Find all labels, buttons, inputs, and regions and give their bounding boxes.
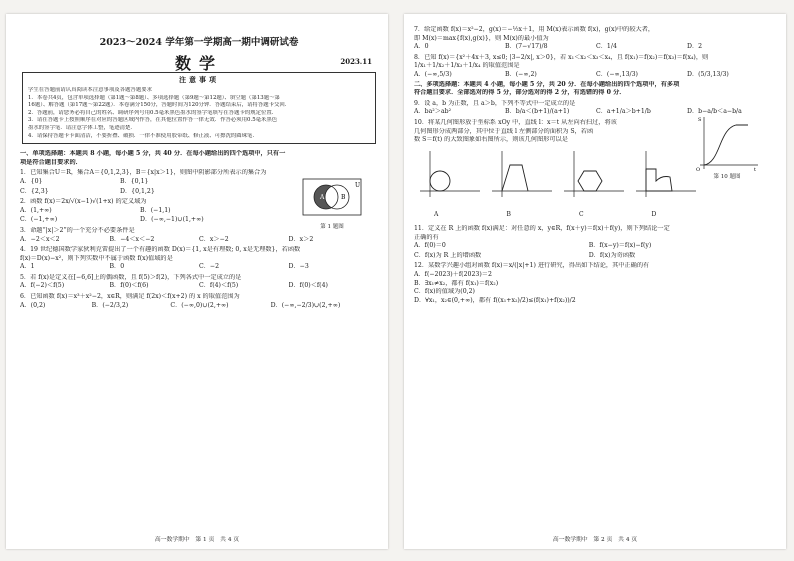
question-stem-cont: 几何图形分成两部分，其中位于直线 l 左侧部分的面积为 S，若函	[414, 127, 594, 135]
option-c: C．(−∞,0)∪(2,+∞)	[170, 301, 229, 309]
shape-option-labels	[434, 211, 724, 218]
question-stem: 8．已知 f(x)＝{x²＋4x＋3, x≤0; |3−2/x|, x＞0}，若 x₁＜x₂＜x₃＜x₄，且 f(x₁)＝f(x₂)＝f(x₃)＝f(x₄)，则	[414, 53, 709, 61]
svg-text:O: O	[696, 166, 701, 171]
exam-date: 2023.11	[340, 57, 372, 66]
venn-diagram-figure	[302, 178, 362, 222]
option-b: B．0	[109, 263, 125, 271]
notice-line: 3．请在答题卡上按照顺序在对应的答题区域内作答，在其他位置作答一律无效．作答必须用0.5毫米黑色	[28, 117, 278, 124]
option-a: A．f(−2)＜f(5)	[20, 282, 65, 290]
option-d: D．(5/3,13/3)	[687, 70, 729, 78]
option-b: B．f(0)＜f(6)	[109, 282, 149, 290]
section-2-heading: 二、多项选择题：本题共 4 小题，每小题 5 分，共 20 分．在每小题给出的四个选项中，有多项	[414, 80, 680, 88]
option-c: C．f(4)＜f(5)	[199, 282, 239, 290]
figure-1-caption: 第 1 题图	[320, 224, 344, 231]
question-4	[20, 246, 378, 272]
question-stem: 9．设 a，b 为正数，且 a＞b，下列不等式中一定成立的是	[414, 99, 576, 107]
option-c-shape	[564, 151, 624, 197]
shape-options-figure	[420, 147, 700, 199]
option-c: C．−2	[199, 263, 220, 271]
option-c: C．1/4	[596, 43, 617, 51]
option-b-shape	[492, 151, 552, 197]
question-stem: 6．已知函数 f(x)＝x³＋x²−2，x∈R，则满足 f(2x)＜f(x+2) 的 x 的取值范围为	[20, 293, 240, 301]
option-d: D．x＞2	[288, 235, 314, 243]
question-10	[414, 116, 778, 223]
question-7	[414, 26, 778, 52]
option-a: A．(1,+∞)	[20, 206, 52, 214]
option-d: D．b−a/b＜a−b/a	[687, 108, 742, 116]
option-a: A．ba²＞ab²	[414, 108, 452, 116]
svg-text:S: S	[698, 116, 702, 123]
area-curve	[704, 125, 748, 165]
notice-title: 注意事项	[179, 75, 219, 84]
notice-line: 2．答题前，请您务必将自己的姓名、调研序列号用0.5毫米黑色墨水的签字笔填写在答题卡的规定位置．	[28, 109, 278, 116]
question-stem-cont: 正确的有	[414, 233, 439, 241]
label-a: A	[434, 210, 439, 218]
question-12	[414, 262, 778, 305]
subject-row	[20, 51, 378, 73]
option-d: D．f(x)为奇函数	[588, 251, 636, 259]
option-d: D．2	[687, 43, 703, 51]
option-b: B．f(x−y)＝f(x)−f(y)	[588, 242, 652, 250]
option-b: B．(−∞,2)	[505, 70, 537, 78]
option-a: A．1	[20, 263, 35, 271]
notice-line: 1．本卷共4页，包含单项选择题（第1题～第8题）、多项选择题（第9题～第12题）、填空题（第13题～第	[28, 94, 280, 101]
question-stem-cont: f(x)＝D(x)−x²，则下列实数中不属于函数 f(x)值域的是	[20, 254, 173, 262]
notice-line: 墨水的签字笔．请注意字体工整，笔迹清楚．	[28, 124, 136, 131]
question-stem: 12．某数学兴趣小组对函数 f(x)＝x/(|x|+1) 进行研究，得出如下结论，其中正确的有	[414, 262, 650, 270]
option-d: D．f(0)＜f(4)	[288, 282, 328, 290]
option-c: C．a+1/a＞b+1/b	[596, 108, 651, 116]
question-stem-cont: 数 S＝f(t) 的大致图象如右图所示，则该几何图形可以是	[414, 136, 568, 144]
page-footer: 高一数学期中 第 2 页 共 4 页	[552, 537, 638, 543]
option-b: B．(−2/3,2)	[91, 301, 129, 309]
option-a: A．(−∞,5/3)	[414, 70, 452, 78]
question-11	[414, 225, 778, 260]
option-d-shape	[636, 151, 696, 197]
option-b: B．∃x₁≠x₂，都有 f(x₁)＝f(x₂)	[414, 279, 499, 287]
option-d: D．{0,1,2}	[120, 187, 155, 195]
label-u: U	[355, 182, 361, 190]
label-b: B	[341, 194, 346, 202]
page-footer: 高一数学期中 第 1 页 共 4 页	[154, 537, 240, 543]
option-a: A．(0,2)	[20, 301, 46, 309]
svg-text:t: t	[754, 166, 757, 171]
exam-title: 2023～2024 学年第一学期高一期中调研试卷	[99, 37, 299, 48]
exam-page-1	[6, 14, 388, 549]
question-stem: 1．已知集合U＝R，集合A＝{0,1,2,3}，B＝{x|x＞1}，则图中阴影部分所表示的集合为	[20, 169, 267, 177]
question-stem: 4．19 世纪德国数学家狄利克雷提出了一个有趣的函数 D(x)＝{1, x是有理数; 0, x是无理数}，若函数	[20, 246, 301, 254]
option-b: B．−4＜x＜−2	[109, 235, 155, 243]
option-a: A．{0}	[20, 177, 43, 185]
notice-line: 4．请保持答题卡卡面清洁，不要折叠、破损．一律不准使用胶带纸、修正液、可擦洗的圆珠笔．	[28, 132, 258, 139]
option-b: B．b/a＜(b+1)/(a+1)	[505, 108, 570, 116]
label-a: A	[320, 194, 325, 202]
option-d: D．∀x₁，x₂∈(0,+∞)，都有 f((x₁+x₂)/2)≤(f(x₁)+f(x₂))/2	[414, 296, 576, 304]
option-c: C．{2,3}	[20, 187, 49, 195]
question-6	[20, 293, 378, 310]
option-b: B．(−1,1)	[140, 206, 171, 214]
question-stem: 7．给定函数 f(x)＝x²−2，g(x)＝−½x＋1，用 M(x)表示函数 f(x)，g(x)中的较大者，	[414, 26, 655, 33]
option-c: C．f(x)的值域为(0,2)	[414, 288, 475, 296]
option-a: A．−2＜x＜2	[20, 235, 60, 243]
notice-line: 学生在答题前请认真阅读本注意事项及各题答题要求	[28, 87, 152, 93]
question-stem-cont: 1/x₁＋1/x₂＋1/x₃＋1/x₄ 的取值范围是	[414, 62, 520, 70]
area-function-graph	[692, 115, 762, 171]
subject-heading: 数学	[174, 54, 223, 73]
label-d: D	[651, 210, 657, 218]
option-b: B．(7−√17)/8	[505, 43, 548, 51]
question-8	[414, 54, 778, 80]
option-a: A．f(−2023)＋f(2023)＝2	[414, 270, 492, 278]
exam-page-2	[404, 14, 786, 549]
question-stem: 11．定义在 R 上的函数 f(x)满足：对任意的 x，y∈R，f(x＋y)＝f(x)＋f(y)，则下列结论一定	[414, 224, 670, 232]
option-a-shape	[420, 151, 480, 197]
option-d: D．(−∞,−2/3)∪(2,+∞)	[270, 301, 341, 309]
figure-10-caption: 第 10 题图	[713, 173, 741, 180]
option-a: A．f(0)＝0	[414, 242, 446, 250]
question-stem: 5．若 f(x)是定义在[−6,6]上的偶函数，且 f(5)＞f(2)，下列各式中一定成立的是	[20, 273, 242, 281]
option-c: C．x＞−2	[199, 235, 229, 243]
option-c: C．f(x)为 R 上的增函数	[414, 251, 482, 259]
question-5	[20, 274, 378, 291]
question-stem-cont: 即 M(x)＝max{f(x),g(x)}，则 M(x)的最小值为	[414, 34, 549, 42]
option-d: D．−3	[288, 263, 309, 271]
label-c: C	[579, 210, 584, 218]
option-b: B．{0,1}	[120, 177, 149, 185]
option-a: A．0	[414, 43, 429, 51]
option-d: D．(−∞,−1)∪(1,+∞)	[140, 216, 204, 224]
option-c: C．(−1,+∞)	[20, 216, 58, 224]
question-stem: 3．命题“|x|＞2”的一个充分不必要条件是	[20, 226, 135, 234]
question-stem: 10．将某几何图形放于坐标系 xOy 中，直线 l：x＝t 从左向右扫过，将该	[414, 118, 617, 126]
label-b: B	[506, 210, 511, 218]
section-2-heading-cont: 符合题目要求．全部选对的得 5 分，部分选对的得 2 分，有选错的得 0 分．	[414, 89, 626, 97]
question-stem: 2．函数 f(x)＝2x/√(x−1)√(1+x) 的定义域为	[20, 198, 147, 206]
notice-box	[22, 72, 376, 144]
section-1-heading-cont: 项是符合题目要求的．	[20, 158, 82, 166]
option-c: C．(−∞,13/3)	[596, 70, 638, 78]
section-1-heading: 一、单项选择题：本题共 8 小题，每小题 5 分，共 40 分．在每小题给出的四个选项中，只有一	[20, 150, 286, 158]
notice-line: 16题）、解答题（第17题～第22题）．本卷满分150分，答题时间为120分钟．答题结束后，请将答题卡交回．	[28, 102, 291, 109]
